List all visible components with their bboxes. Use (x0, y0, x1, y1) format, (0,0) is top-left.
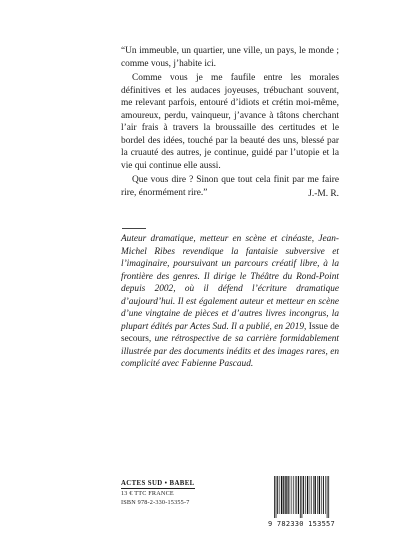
barcode-bar (280, 476, 281, 514)
isbn-label: ISBN 978-2-330-15355-7 (121, 498, 190, 506)
barcode-bar (285, 476, 286, 514)
barcode-bar (313, 476, 314, 514)
barcode-bar (302, 476, 303, 518)
barcode-digits: 9 782330 153557 (268, 520, 335, 528)
publisher-info (121, 480, 195, 507)
barcode-bar (295, 476, 296, 514)
quote-paragraph-2: Comme vous je me faufile entre les morales définitives et les audaces joyeuses, trébuchant souvent, me relevant parfois, entouré d’idiots et crétin moi-même, amoureux, perdu, vainqueur, j’avance à tâtons cherchant l’air frais à travers la broussaille des certitudes et le bordel des idées, touché par la beauté des uns, blessé par la cruauté des autres, je continue, guidé par l’utopie et la vie qui continue elle aussi. (121, 73, 339, 171)
barcode-bar (311, 476, 312, 514)
bio-text-part1: Auteur dramatique, metteur en scène et cinéaste, Jean-Michel Ribes revendique la fantaisie subversive et l’imaginaire, poursuivant un parcours créatif libre, à la frontière des genres. Il dirige le Théâtre du Rond-Point depuis 2002, où il défend l’écriture dramatique d’aujourd’hui. Il est également auteur et metteur en scène d’une vingtaine de pièces et d’autres livres incongrus, la plupart édités par Actes Sud. Il a publié, en 2019, (121, 234, 339, 332)
barcode-bar (307, 476, 308, 514)
barcode-bar (296, 476, 297, 514)
quote-paragraph-3: Que vous dire ? Sinon que tout cela finit par me faire rire, énormément rire.” (121, 175, 339, 198)
barcode-bar (328, 476, 329, 518)
barcode-bar (274, 476, 275, 518)
barcode-bar (290, 476, 291, 514)
barcode-bar (292, 476, 293, 514)
barcode-bar (300, 476, 301, 518)
author-quote (121, 45, 339, 199)
barcode-bar (277, 476, 278, 514)
bio-book-title: Issue de secours (121, 321, 339, 344)
barcode-bar (317, 476, 318, 514)
barcode-bar (315, 476, 316, 514)
barcode-bar (293, 476, 294, 514)
barcode-bar (310, 476, 311, 514)
barcode-bar (323, 476, 324, 514)
barcode-bar (327, 476, 328, 518)
bio-text-part2: , une rétrospective de sa carrière formidablement illustrée par des documents inédits et des images rares, en complicité avec Fabienne Pascaud. (121, 334, 339, 369)
barcode-bar (298, 476, 299, 514)
barcode-bar (288, 476, 289, 514)
publisher-logo: ACTES SUD • BABEL (121, 480, 195, 489)
author-biography (121, 233, 339, 371)
barcode-bar (305, 476, 306, 514)
barcode-bar (319, 476, 320, 514)
isbn-barcode (268, 476, 346, 530)
price-label: 13 € TTC FRANCE (121, 490, 174, 498)
quote-signature: J.-M. R. (308, 189, 339, 199)
barcode-bar (276, 476, 277, 518)
section-divider (122, 228, 146, 229)
barcode-bars (268, 476, 346, 520)
barcode-bar (325, 476, 326, 514)
barcode-bar (283, 476, 284, 514)
barcode-bar (321, 476, 322, 514)
quote-paragraph-1: “Un immeuble, un quartier, une ville, un pays, le monde ; comme vous, j’habite ici. (121, 46, 339, 69)
barcode-bar (281, 476, 282, 514)
barcode-bar (303, 476, 304, 514)
